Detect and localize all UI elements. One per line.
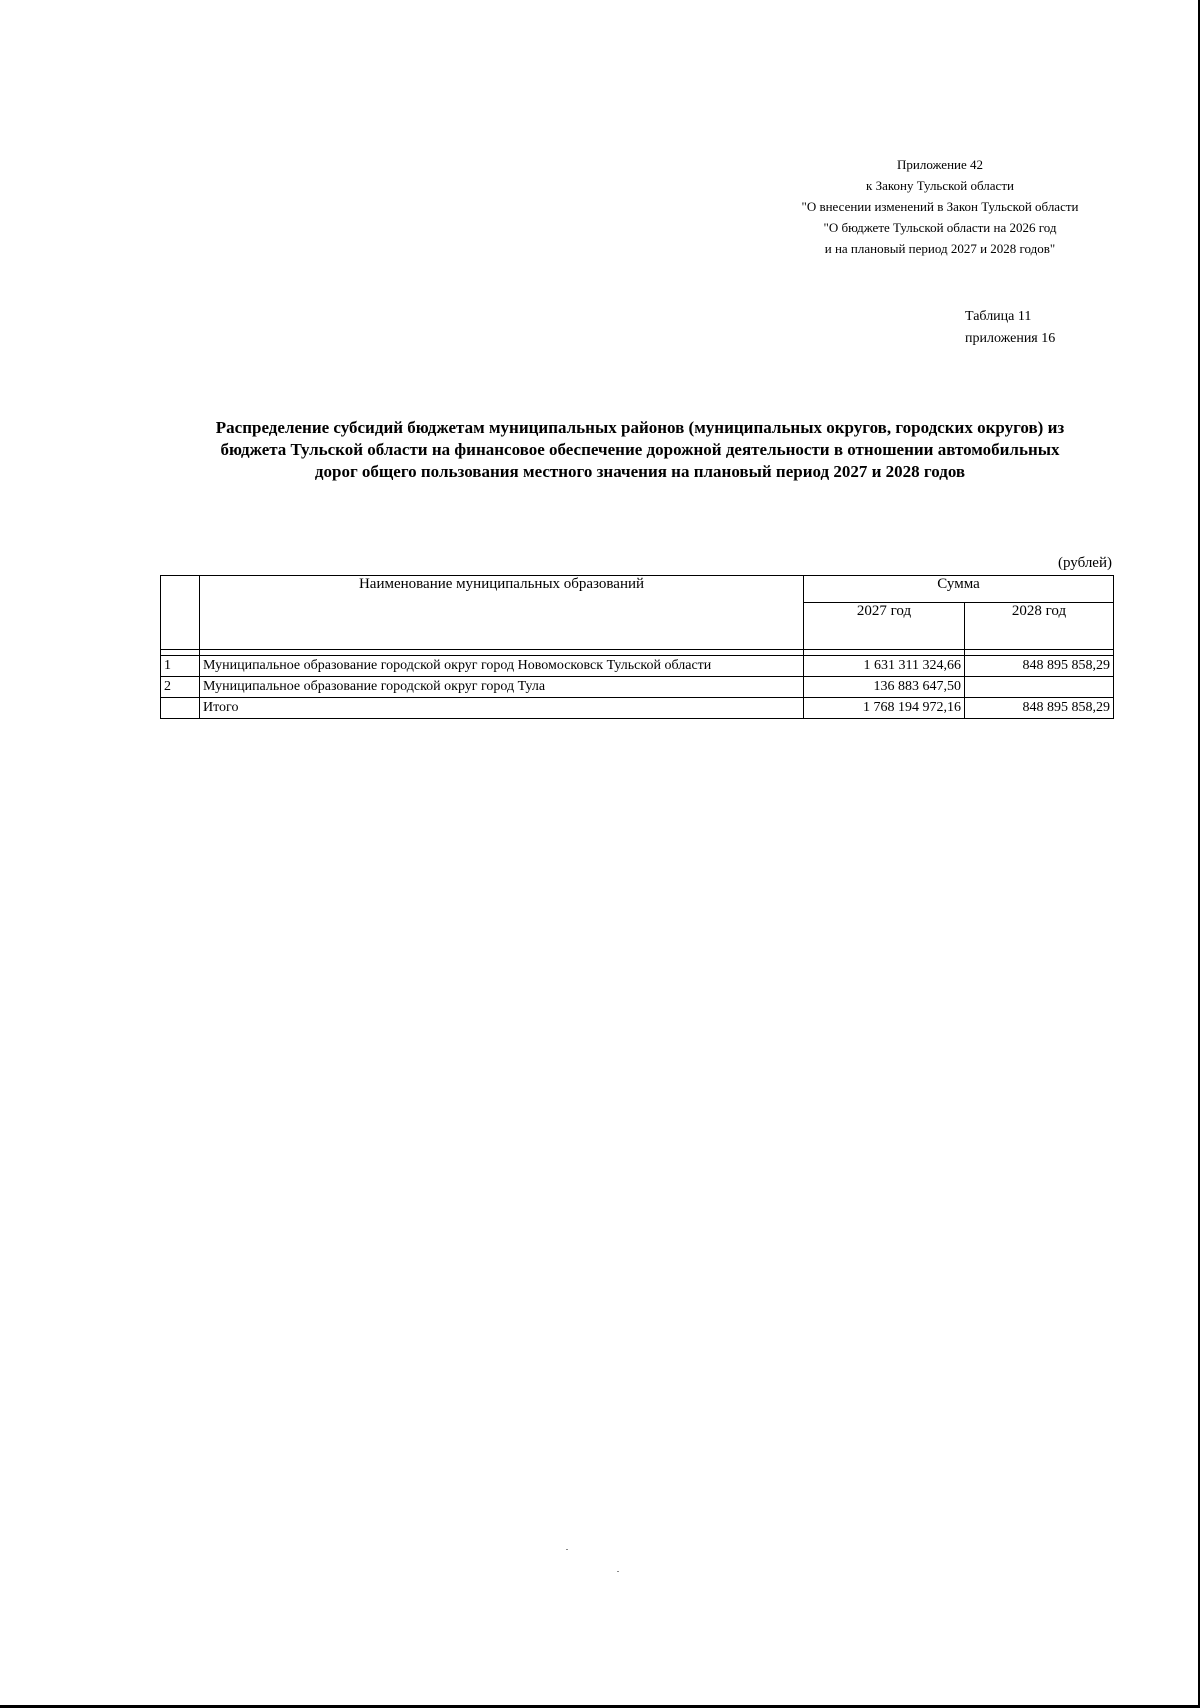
units-label: (рублей): [1057, 555, 1112, 571]
appendix-law-ref: к Закону Тульской области: [866, 178, 1014, 193]
row-number: 1: [161, 656, 200, 677]
table-reference: [965, 306, 1055, 350]
header-sum-cell: Сумма: [804, 576, 1114, 603]
total-2028: 848 895 858,29: [965, 698, 1114, 719]
header-num-cell: [161, 576, 200, 650]
total-label: Итого: [200, 698, 804, 719]
appendix-period: и на плановый период 2027 и 2028 годов": [824, 241, 1056, 256]
title-line-2: бюджета Тульской области на финансовое обеспечение дорожной деятельности в отношении автомобильных: [220, 440, 1060, 459]
appendix-amendment: "О внесении изменений в Закон Тульской области: [801, 199, 1079, 214]
subsidy-table: [160, 575, 1114, 719]
document-title: [140, 417, 1140, 483]
title-line-3: дорог общего пользования местного значения на плановый период 2027 и 2028 годов: [314, 462, 966, 481]
amount-2027: 136 883 647,50: [804, 677, 965, 698]
table-row: [161, 656, 1114, 677]
municipality-name: Муниципальное образование городской округ город Тула: [200, 677, 804, 698]
title-line-1: Распределение субсидий бюджетам муниципальных районов (муниципальных округов, городских округов) из: [215, 418, 1065, 437]
amount-2028: [965, 677, 1114, 698]
total-row: [161, 698, 1114, 719]
appendix-budget-law: "О бюджете Тульской области на 2026 год: [823, 220, 1057, 235]
municipality-name: Муниципальное образование городской округ город Новомосковск Тульской области: [200, 656, 804, 677]
amount-2027: 1 631 311 324,66: [804, 656, 965, 677]
header-row-1: [161, 576, 1114, 603]
appendix-header: [760, 154, 1120, 259]
table-row: [161, 677, 1114, 698]
appendix-number: Приложение 42: [896, 157, 984, 172]
amount-2028: 848 895 858,29: [965, 656, 1114, 677]
row-number: 2: [161, 677, 200, 698]
header-year-2027: 2027 год: [804, 603, 965, 650]
header-year-2028: 2028 год: [965, 603, 1114, 650]
scan-speck: [566, 1549, 568, 1550]
header-name-cell: Наименование муниципальных образований: [200, 576, 804, 650]
table-number: Таблица 11: [965, 309, 1032, 324]
table-annex: приложения 16: [965, 331, 1056, 346]
scan-speck: [617, 1571, 619, 1572]
row-number: [161, 698, 200, 719]
total-2027: 1 768 194 972,16: [804, 698, 965, 719]
